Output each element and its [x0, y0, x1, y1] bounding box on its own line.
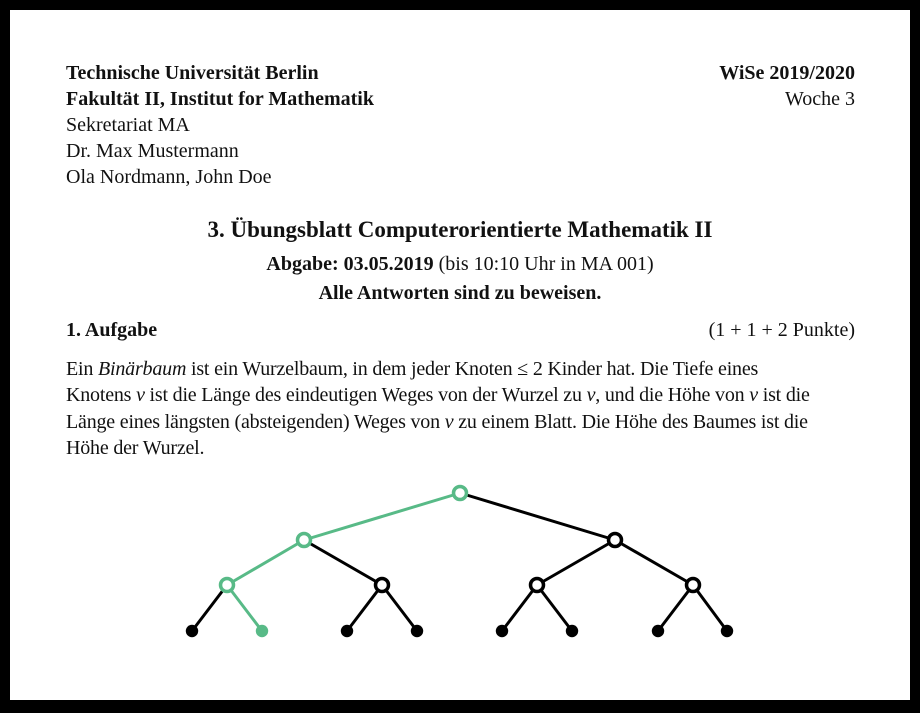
tree-inner-node-root [454, 487, 467, 500]
tree-edge-r-rl [537, 540, 615, 585]
task-points: (1 + 1 + 2 Punkte) [708, 319, 855, 341]
sheet-title: 3. Übungsblatt Computerorientierte Mathematik II [207, 217, 713, 242]
math-var-v: v [136, 384, 145, 407]
tree-edge-root-r [460, 493, 615, 540]
text-segment: zu einem Blatt. Die Höhe des Baumes ist die [453, 410, 808, 433]
text-segment: ist die [757, 384, 810, 407]
tree-leaf-node-lrr [411, 625, 423, 637]
tree-leaf-node-rlr [566, 625, 578, 637]
lecturer-line: Dr. Max Mustermann [66, 140, 239, 162]
tree-leaf-node-lll [186, 625, 198, 637]
text-segment: ist die Länge des eindeutigen Weges von der Wurzel zu [144, 384, 587, 407]
text-segment: Knotens [66, 384, 137, 407]
tree-edge-l-ll [227, 540, 304, 585]
tree-edge-lr-lrr [382, 585, 417, 631]
semester-label: WiSe 2019/2020 [719, 62, 855, 84]
proof-note: Alle Antworten sind zu beweisen. [318, 282, 602, 304]
math-var-v: v [444, 410, 454, 433]
tree-inner-node-ll [221, 579, 234, 592]
tree-edge-lr-lrl [347, 585, 382, 631]
term-binaerbaum: Binärbaum [97, 358, 187, 380]
deadline-date: Abgabe: 03.05.2019 [266, 253, 434, 275]
tree-edge-rl-rll [502, 585, 537, 631]
tree-leaf-node-llr [256, 625, 268, 637]
text-segment: Ein [66, 358, 98, 380]
task-heading: 1. Aufgabe [66, 319, 158, 341]
text-segment: Höhe der Wurzel. [66, 437, 205, 460]
tree-inner-node-lr [376, 579, 389, 592]
institution-name: Technische Universität Berlin [66, 62, 319, 84]
tree-edge-l-lr [304, 540, 382, 585]
tree-edge-rl-rlr [537, 585, 572, 631]
math-var-v: v [749, 384, 758, 407]
tree-leaf-node-rrr [721, 625, 733, 637]
assistants-line: Ola Nordmann, John Doe [66, 166, 272, 188]
tree-inner-node-r [609, 534, 622, 547]
deadline-details: (bis 10:10 Uhr in MA 001) [433, 253, 654, 275]
math-var-v: v [586, 384, 596, 407]
tree-leaf-node-rrl [652, 625, 664, 637]
text-segment: Länge eines längsten (absteigenden) Weges von [66, 410, 445, 433]
tree-edge-ll-llr [227, 585, 262, 631]
secretariat-line: Sekretariat MA [66, 114, 190, 136]
tree-edge-rr-rrl [658, 585, 693, 631]
tree-edge-rr-rrr [693, 585, 727, 631]
tree-edge-r-rr [615, 540, 693, 585]
week-label: Woche 3 [784, 88, 855, 110]
tree-edge-root-l [304, 493, 460, 540]
tree-inner-node-rr [687, 579, 700, 592]
tree-leaf-node-lrl [341, 625, 353, 637]
text-segment: , und die Höhe von [595, 384, 750, 407]
tree-leaf-node-rll [496, 625, 508, 637]
text-segment: ist ein Wurzelbaum, in dem jeder Knoten ≤ 2 Kinder hat. Die Tiefe eines [186, 358, 759, 380]
faculty-line: Fakultät II, Institut for Mathematik [66, 88, 374, 110]
tree-edge-ll-lll [192, 585, 227, 631]
tree-inner-node-rl [531, 579, 544, 592]
binary-tree-figure [10, 10, 910, 700]
tree-inner-node-l [298, 534, 311, 547]
